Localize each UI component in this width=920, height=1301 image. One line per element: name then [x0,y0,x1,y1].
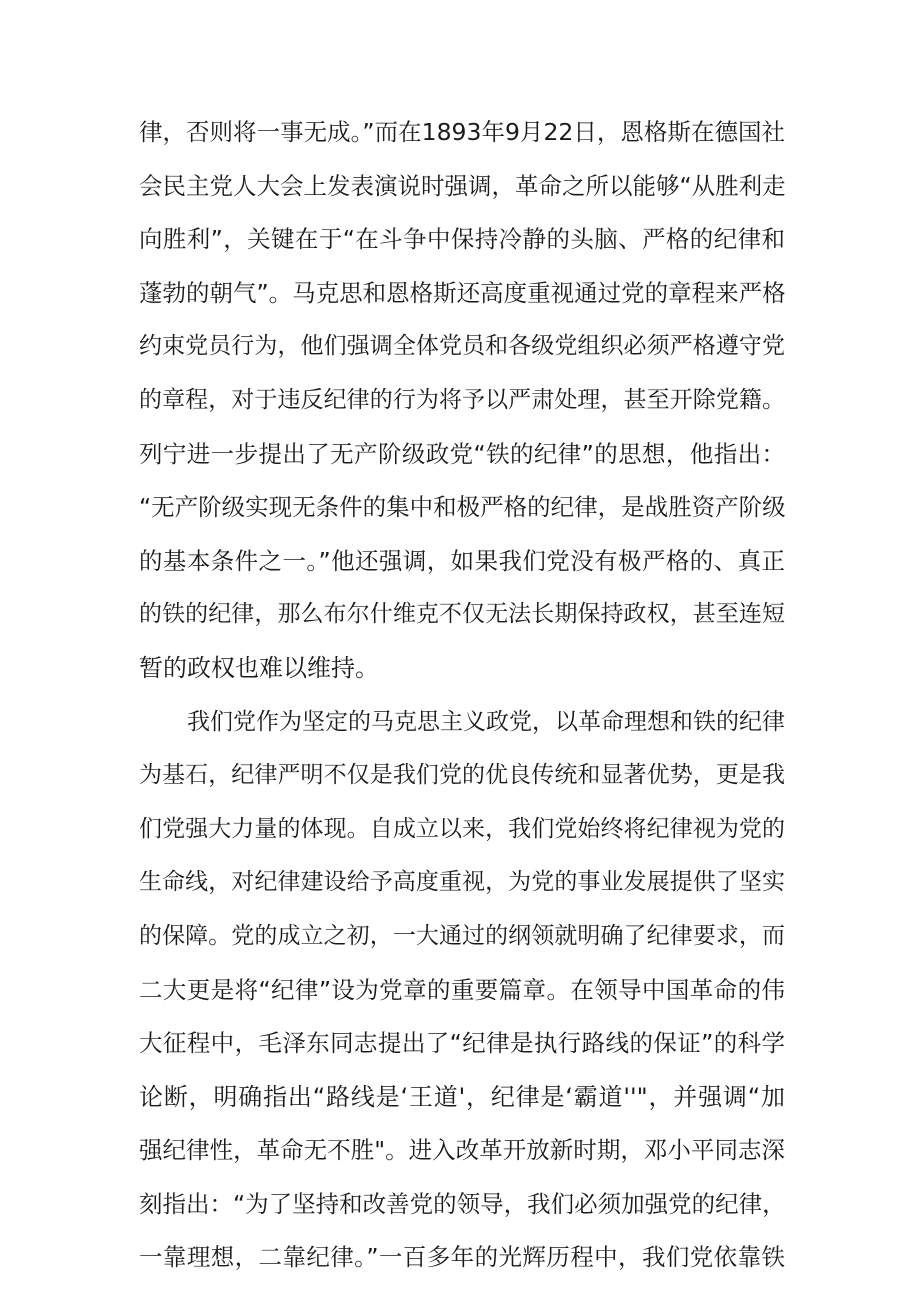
paragraph-1 [139,106,785,696]
text-line: 一靠理想，二靠纪律。”一百多年的光辉历程中，我们党依靠铁 [139,1243,785,1272]
text-line: 的章程，对于违反纪律的行为将予以严肃处理，甚至开除党籍。 [139,386,785,413]
text-line: 会民主党人大会上发表演说时强调，革命之所以能够“从胜利走 [139,171,786,200]
text-line: 们党强大力量的体现。自成立以来，我们党始终将纪律视为党的 [139,815,785,842]
text-line: 强纪律性，革命无不胜"。进入改革开放新时期，邓小平同志深 [139,1136,785,1165]
text-line: 暂的政权也难以维持。 [139,653,379,682]
text-line: 的基本条件之一。”他还强调，如果我们党没有极严格的、真正 [139,546,785,575]
text-line: 生命线，对纪律建设给予高度重视，为党的事业发展提供了坚实 [139,869,785,896]
text-line: 的保障。党的成立之初，一大通过的纲领就明确了纪律要求，而 [139,922,785,949]
text-line: 列宁进一步提出了无产阶级政党“铁的纪律”的思想，他指出： [139,439,785,468]
text-line: 为基石，纪律严明不仅是我们党的优良传统和显著优势，更是我 [139,762,785,789]
document-body [139,106,785,1285]
text-line: 刻指出：“为了坚持和改善党的领导，我们必须加强党的纪律， [139,1189,786,1218]
text-line: “无产阶级实现无条件的集中和极严格的纪律，是战胜资产阶级 [139,493,786,522]
text-line: 律，否则将一事无成。”而在1893年9月22日，恩格斯在德国社 [139,118,785,146]
text-line: 向胜利”，关键在于“在斗争中保持冷静的头脑、严格的纪律和 [139,225,785,254]
text-line: 的铁的纪律，那么布尔什维克不仅无法长期保持政权，甚至连短 [139,601,785,628]
text-line: 我们党作为坚定的马克思主义政党，以革命理想和铁的纪律 [187,708,785,735]
text-line: 大征程中，毛泽东同志提出了“纪律是执行路线的保证”的科学 [139,1029,785,1058]
text-line: 蓬勃的朝气”。马克思和恩格斯还高度重视通过党的章程来严格 [139,278,786,307]
text-line: 约束党员行为，他们强调全体党员和各级党组织必须严格遵守党 [139,333,785,360]
paragraph-2 [139,696,785,1286]
text-line: 论断，明确指出“路线是‘王道'，纪律是‘霸道''"，并强调“加 [139,1082,785,1111]
text-line: 二大更是将“纪律”设为党章的重要篇章。在领导中国革命的伟 [139,975,785,1004]
